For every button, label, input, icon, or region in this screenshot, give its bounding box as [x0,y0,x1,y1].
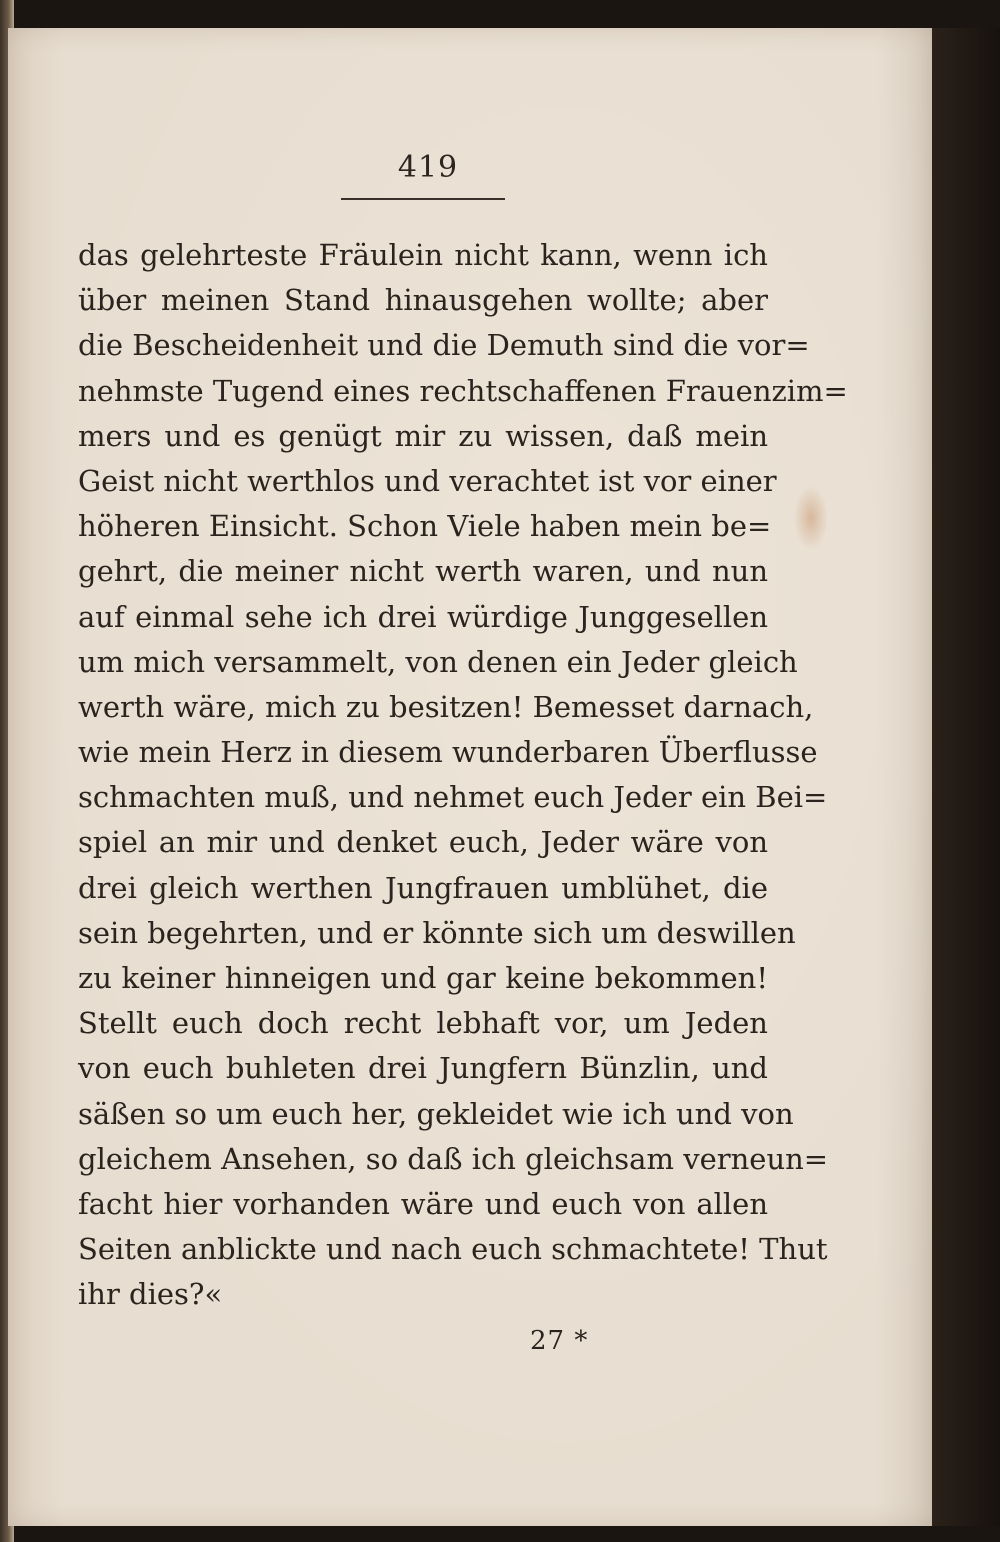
text-line: werth wäre, mich zu besitzen! Bemesset darnach, [78,689,814,724]
page-number: 419 [397,150,459,185]
book-page [8,28,932,1526]
text-line: höheren Einsicht. Schon Viele haben mein be= [78,509,772,544]
text-line: das gelehrteste Fräulein nicht kann, wenn ich [78,238,768,272]
text-line: gleichem Ansehen, so daß ich gleichsam verneun= [78,1141,829,1176]
text-line: gehrt, die meiner nicht werth waren, und nun [78,554,768,589]
text-line: spiel an mir und denket euch, Jeder wäre von [78,825,768,860]
text-line: nehmste Tugend eines rechtschaffenen Frauenzim= [78,373,848,408]
book-cover-edge [932,28,1000,1526]
text-line: von euch buhleten drei Jungfern Bünzlin, und [78,1051,768,1086]
body-text [78,233,848,1318]
text-line: drei gleich werthen Jungfrauen umblühet, die [78,870,768,905]
text-line: Stellt euch doch recht lebhaft vor, um Jeden [78,1006,768,1041]
text-line: die Bescheidenheit und die Demuth sind die vor= [78,328,810,363]
text-line: auf einmal sehe ich drei würdige Junggesellen [78,599,768,634]
text-line: wie mein Herz in diesem wunderbaren Überflusse [78,735,818,770]
paper-stain [794,486,828,550]
header-rule [341,198,505,200]
text-line: ihr dies?« [78,1277,223,1312]
text-line: zu keiner hinneigen und gar keine bekommen! [78,961,768,995]
text-line: sein begehrten, und er könnte sich um deswillen [78,915,796,950]
signature-mark: 27 * [530,1326,589,1356]
text-line: um mich versammelt, von denen ein Jeder gleich [78,644,798,679]
text-line: säßen so um euch her, gekleidet wie ich und von [78,1096,794,1131]
text-line: über meinen Stand hinausgehen wollte; aber [78,283,768,318]
text-line: Geist nicht werthlos und verachtet ist vor einer [78,463,777,498]
text-line: facht hier vorhanden wäre und euch von allen [78,1186,768,1221]
text-line: schmachten muß, und nehmet euch Jeder ein Bei= [78,780,828,815]
text-line: Seiten anblickte und nach euch schmachtete! Thut [78,1232,828,1267]
text-line: mers und es genügt mir zu wissen, daß mein [78,418,768,453]
